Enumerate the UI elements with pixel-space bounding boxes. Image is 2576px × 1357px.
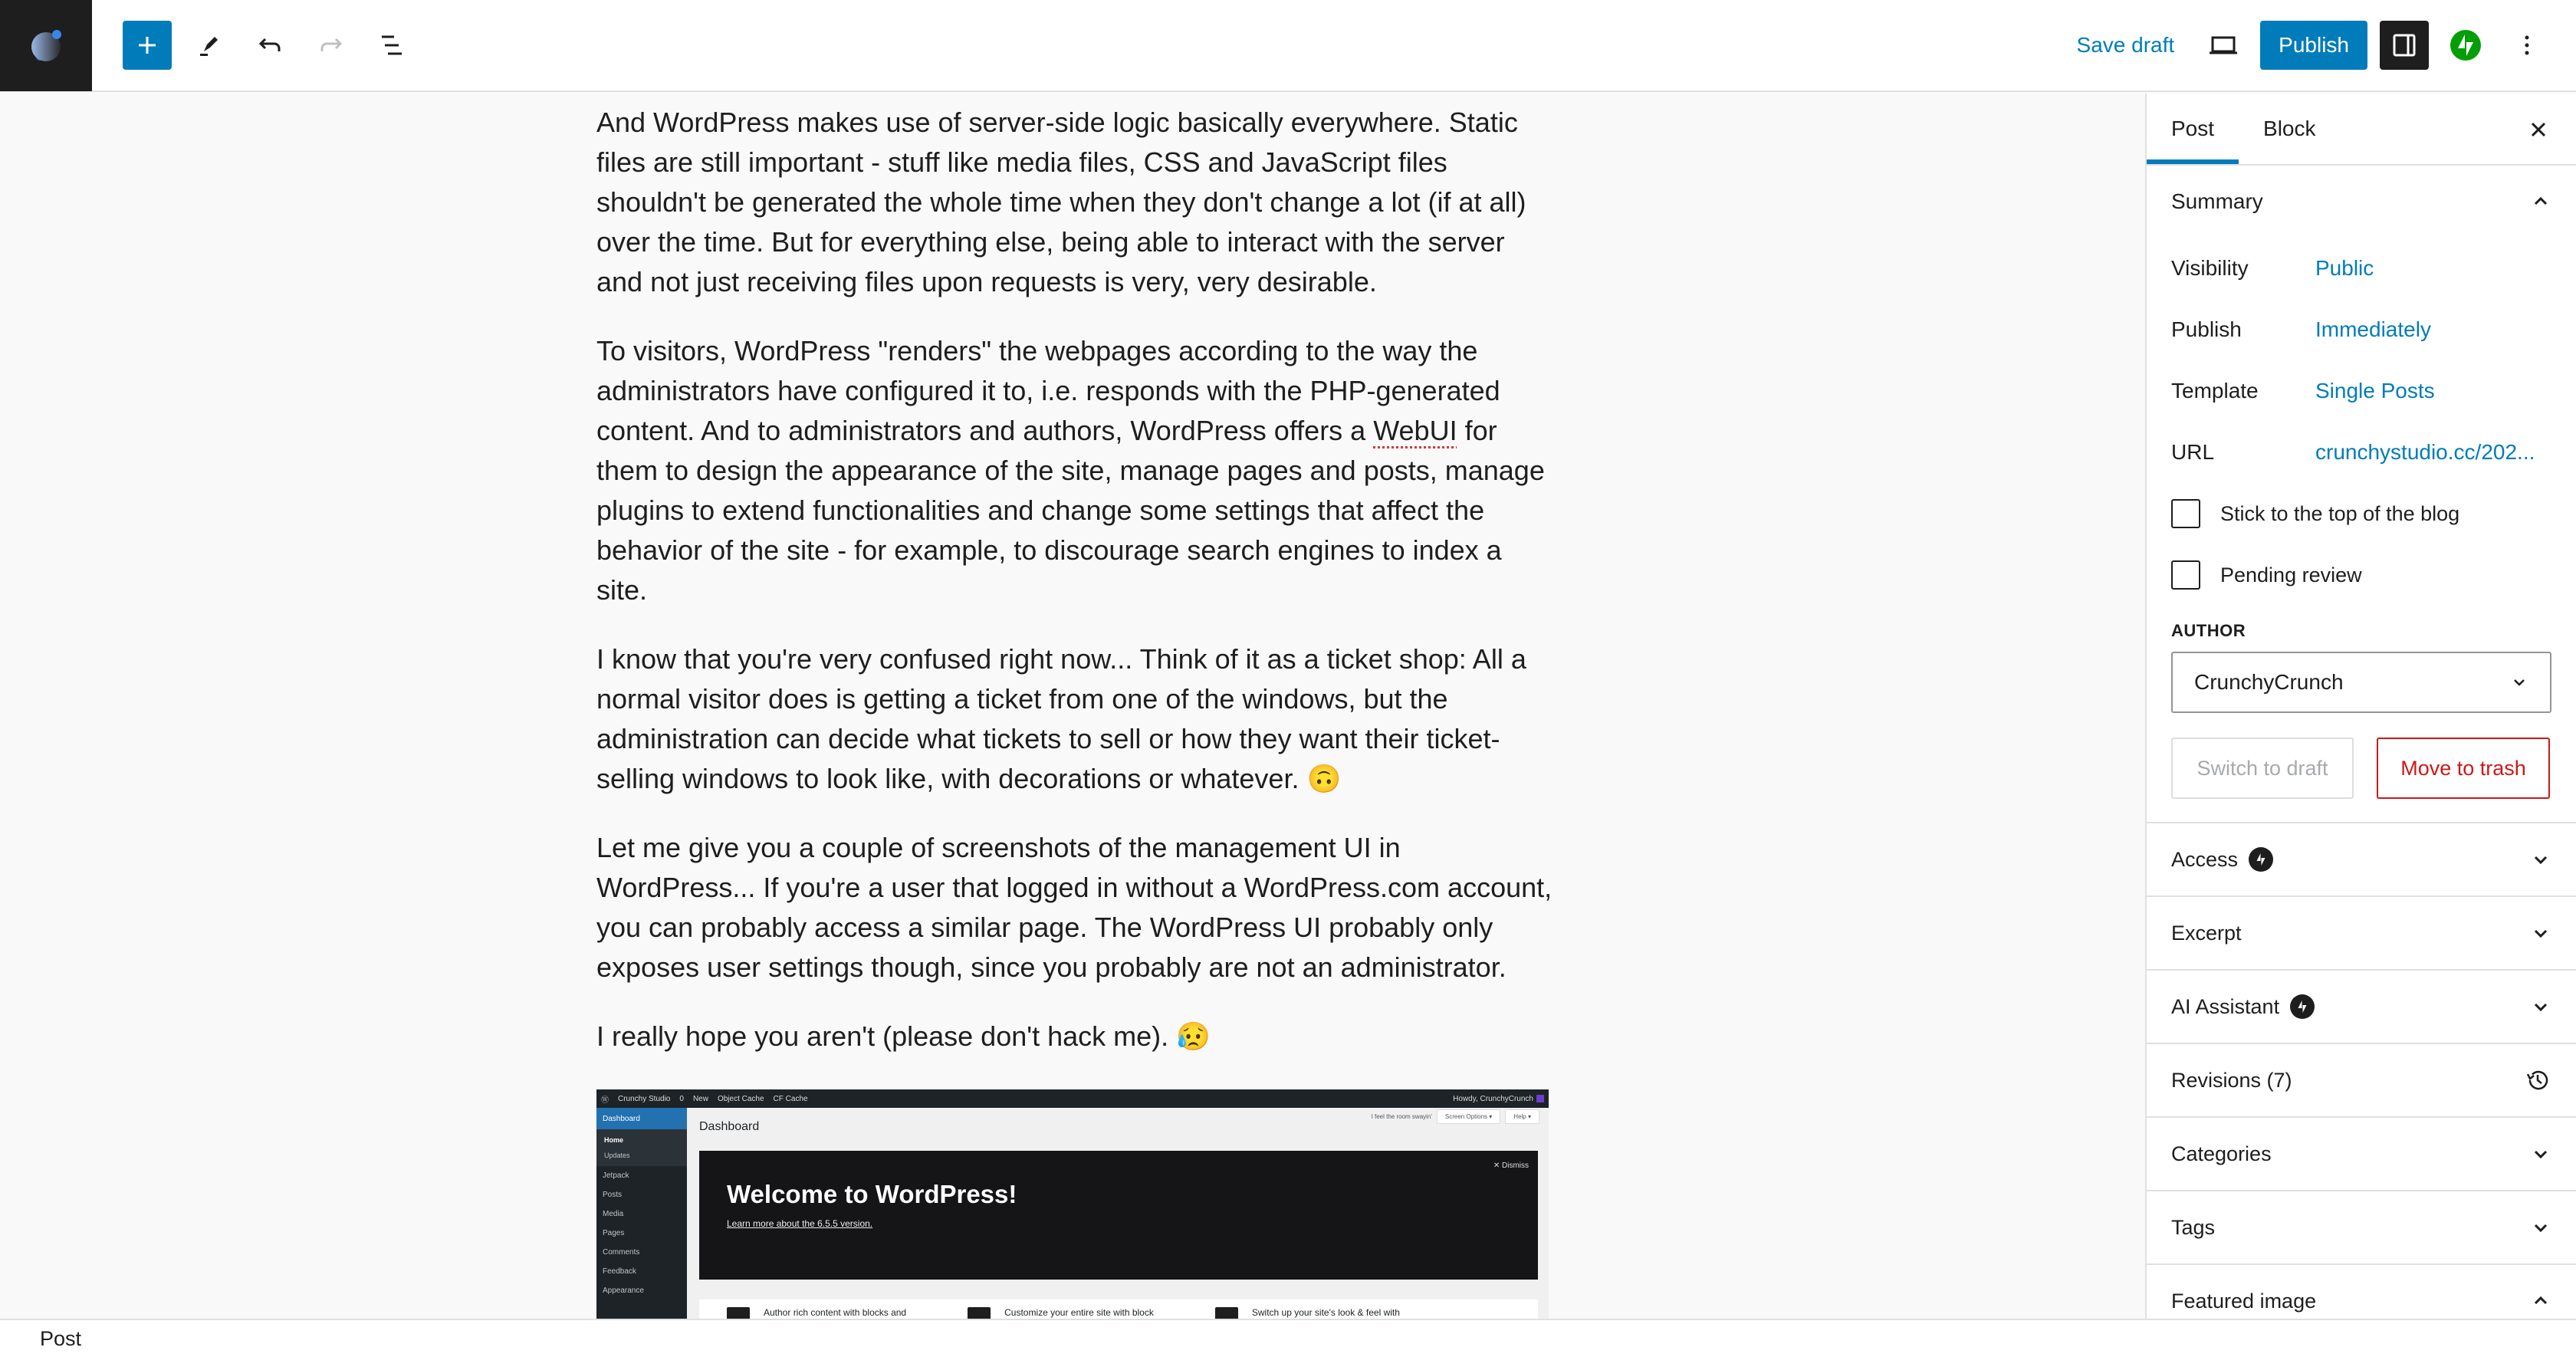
editor-header xyxy=(0,0,2576,92)
site-logo[interactable] xyxy=(0,0,92,91)
card-text: Customize your entire site with block xyxy=(1004,1307,1154,1318)
screen-meta xyxy=(1372,1109,1539,1124)
wordpress-icon: Ⓦ xyxy=(601,1096,609,1105)
url-value[interactable]: crunchystudio.cc/202... xyxy=(2315,440,2535,464)
tools-button[interactable] xyxy=(178,15,239,76)
close-icon xyxy=(2528,119,2549,140)
editor-canvas xyxy=(0,94,2145,1319)
tab-block[interactable]: Block xyxy=(2263,117,2316,140)
publish-label: Publish xyxy=(2171,317,2242,341)
misspelled-word: WebUI xyxy=(1373,415,1457,446)
paragraph-block[interactable]: Let me give you a couple of screenshots of the management UI in WordPress... If you're a user that logged in without a WordPress.com account, you can probably access a similar page. The WordPress UI probably only exposes user settings though, since you probably are not an administrator. xyxy=(596,832,1552,983)
panel-excerpt[interactable] xyxy=(2147,897,2576,971)
admin-bar-comments: 0 xyxy=(679,1094,684,1103)
admin-bar xyxy=(596,1089,1549,1108)
avatar xyxy=(1536,1095,1544,1102)
admin-submenu-item: Updates xyxy=(604,1152,630,1159)
chevron-down-icon xyxy=(2530,996,2551,1017)
post-actions xyxy=(2147,713,2576,799)
admin-submenu-item: Home xyxy=(604,1136,624,1144)
panel-title: Tags xyxy=(2171,1215,2216,1239)
switch-to-draft-button[interactable]: Switch to draft xyxy=(2171,738,2354,799)
save-draft-button[interactable]: Save draft xyxy=(2076,33,2175,57)
author-value: CrunchyCrunch xyxy=(2194,670,2344,694)
paragraph-block[interactable] xyxy=(596,331,1555,610)
more-vertical-icon xyxy=(2519,30,2535,61)
chevron-down-icon xyxy=(2530,1143,2551,1165)
settings-toggle-button[interactable] xyxy=(2380,21,2429,70)
card-icon xyxy=(968,1307,991,1319)
document-overview-button[interactable] xyxy=(362,15,423,76)
pencil-icon xyxy=(193,30,224,61)
admin-menu-item: Jetpack xyxy=(603,1171,629,1180)
card-text: Author rich content with blocks and xyxy=(764,1307,907,1318)
welcome-cards xyxy=(699,1300,1538,1319)
admin-bar-howdy: Howdy, CrunchyCrunch xyxy=(1453,1094,1533,1103)
panel-title: Excerpt xyxy=(2171,921,2242,945)
panel-access[interactable] xyxy=(2147,823,2576,897)
panel-revisions[interactable] xyxy=(2147,1044,2576,1118)
jetpack-button[interactable] xyxy=(2435,15,2496,76)
summary-toggle[interactable] xyxy=(2147,166,2576,238)
settings-sidebar xyxy=(2145,94,2576,1319)
panel-categories[interactable] xyxy=(2147,1118,2576,1191)
admin-bar-new: New xyxy=(692,1094,708,1103)
panel-title: Featured image xyxy=(2171,1289,2317,1313)
card-text: Switch up your site's look & feel with xyxy=(1251,1307,1400,1318)
admin-menu-item: Pages xyxy=(603,1229,625,1237)
paragraph-block[interactable]: I know that you're very confused right now... Think of it as a ticket shop: All a normal visitor does is getting a ticket from one of the windows, but the administration can decide what tickets to sell or how they want their ticket-selling windows to look like, with decorations or whatever. 🙃 xyxy=(596,643,1526,794)
publish-row xyxy=(2147,299,2576,360)
history-icon xyxy=(2524,1066,2551,1094)
pending-review-checkbox[interactable] xyxy=(2171,560,2200,590)
list-view-icon xyxy=(377,30,408,61)
undo-icon xyxy=(255,30,285,61)
card-icon xyxy=(727,1307,750,1319)
learn-more-link: Learn more about the 6.5.5 version. xyxy=(727,1218,873,1229)
chevron-up-icon xyxy=(2530,1290,2551,1312)
visibility-value[interactable]: Public xyxy=(2315,256,2374,280)
publish-button[interactable]: Publish xyxy=(2260,21,2367,70)
redo-button[interactable] xyxy=(301,15,362,76)
panel-ai-assistant[interactable] xyxy=(2147,971,2576,1044)
publish-date-value[interactable]: Immediately xyxy=(2315,317,2431,341)
sidebar-icon xyxy=(2389,30,2420,61)
chevron-up-icon xyxy=(2530,191,2551,212)
admin-submenu xyxy=(596,1129,687,1166)
template-label: Template xyxy=(2171,379,2259,402)
admin-bar-cf-cache: CF Cache xyxy=(773,1094,808,1103)
paragraph-text: for them to design the appearance of the site, manage pages and posts, manage plugins to extend functionalities and change some settings that affect the behavior of the site - for example, to discourage search engines to index a site. xyxy=(596,415,1545,606)
chevron-down-icon xyxy=(2530,849,2551,870)
template-row xyxy=(2147,360,2576,422)
author-select[interactable] xyxy=(2171,652,2551,713)
url-label: URL xyxy=(2171,440,2215,464)
admin-bar-site: Crunchy Studio xyxy=(618,1094,671,1103)
paragraph-block[interactable]: I really hope you aren't (please don't hack me). 😥 xyxy=(596,1020,1211,1052)
add-block-button[interactable] xyxy=(123,21,172,70)
visibility-label: Visibility xyxy=(2171,256,2249,280)
panel-featured-image[interactable] xyxy=(2147,1265,2576,1319)
summary-title: Summary xyxy=(2171,189,2263,213)
breadcrumb[interactable]: Post xyxy=(40,1326,82,1350)
screen-options: Screen Options ▾ xyxy=(1437,1109,1500,1124)
tab-post[interactable]: Post xyxy=(2147,94,2239,164)
admin-menu-item: Posts xyxy=(603,1191,623,1199)
chevron-down-icon xyxy=(2530,1217,2551,1238)
sidebar-tabs xyxy=(2147,94,2576,166)
admin-menu-item: Media xyxy=(603,1210,624,1218)
pending-review-option[interactable] xyxy=(2147,544,2576,606)
laptop-icon xyxy=(2206,30,2240,61)
panel-title: AI Assistant xyxy=(2171,994,2280,1018)
card-icon xyxy=(1215,1307,1238,1319)
template-value[interactable]: Single Posts xyxy=(2315,379,2435,402)
admin-page-title: Dashboard xyxy=(699,1120,760,1133)
close-sidebar-button[interactable] xyxy=(2519,110,2558,149)
admin-menu-item: Dashboard xyxy=(596,1108,687,1129)
help: Help ▾ xyxy=(1505,1109,1539,1124)
author-label: AUTHOR xyxy=(2171,621,2246,640)
options-menu-button[interactable] xyxy=(2496,15,2558,76)
tagline: I feel the room swayin' xyxy=(1371,1113,1432,1120)
preview-button[interactable] xyxy=(2193,15,2254,76)
undo-button[interactable] xyxy=(239,15,301,76)
plus-icon xyxy=(136,34,158,56)
post-content[interactable] xyxy=(596,103,1555,1086)
admin-menu-item: Feedback xyxy=(603,1267,636,1276)
admin-bar-object-cache: Object Cache xyxy=(717,1094,764,1103)
editor-footer xyxy=(0,1319,2576,1357)
jetpack-icon xyxy=(2449,28,2482,62)
redo-icon xyxy=(316,30,347,61)
sticky-option[interactable] xyxy=(2147,483,2576,544)
paragraph-block[interactable]: And WordPress makes use of server-side logic basically everywhere. Static files are still important - stuff like media files, CSS and JavaScript files shouldn't be generated the whole time when they don't change a lot (if at all) over the time. But for everything else, being able to interact with the server and not just receiving files upon requests is very, very desirable. xyxy=(596,107,1526,297)
chevron-down-icon xyxy=(2510,673,2528,692)
panel-title: Revisions (7) xyxy=(2171,1068,2292,1092)
jetpack-icon xyxy=(2290,994,2315,1019)
image-block[interactable] xyxy=(596,1089,1549,1319)
sticky-checkbox[interactable] xyxy=(2171,499,2200,528)
panel-title: Categories xyxy=(2171,1142,2272,1165)
dismiss-link: ✕ Dismiss xyxy=(1493,1162,1529,1170)
panel-tags[interactable] xyxy=(2147,1191,2576,1265)
paragraph-text: To visitors, WordPress "renders" the webpages according to the way the administrators have configured it to, i.e. responds with the PHP-generated content. And to administrators and authors, WordPress offers a xyxy=(596,335,1500,446)
visibility-row xyxy=(2147,238,2576,299)
sticky-label: Stick to the top of the blog xyxy=(2220,501,2460,525)
pending-review-label: Pending review xyxy=(2220,563,2362,586)
admin-menu-item: Comments xyxy=(603,1248,640,1257)
panel-title: Access xyxy=(2171,847,2239,871)
admin-menu xyxy=(596,1108,687,1319)
welcome-panel xyxy=(699,1151,1538,1280)
chevron-down-icon xyxy=(2530,922,2551,944)
admin-main xyxy=(687,1108,1549,1319)
jetpack-icon xyxy=(2249,847,2273,872)
move-to-trash-button[interactable]: Move to trash xyxy=(2377,738,2550,799)
admin-menu-item: Appearance xyxy=(603,1286,644,1295)
url-row xyxy=(2147,422,2576,483)
summary-panel xyxy=(2147,166,2576,823)
welcome-title: Welcome to WordPress! xyxy=(727,1180,1017,1208)
site-logo-icon xyxy=(23,22,69,68)
